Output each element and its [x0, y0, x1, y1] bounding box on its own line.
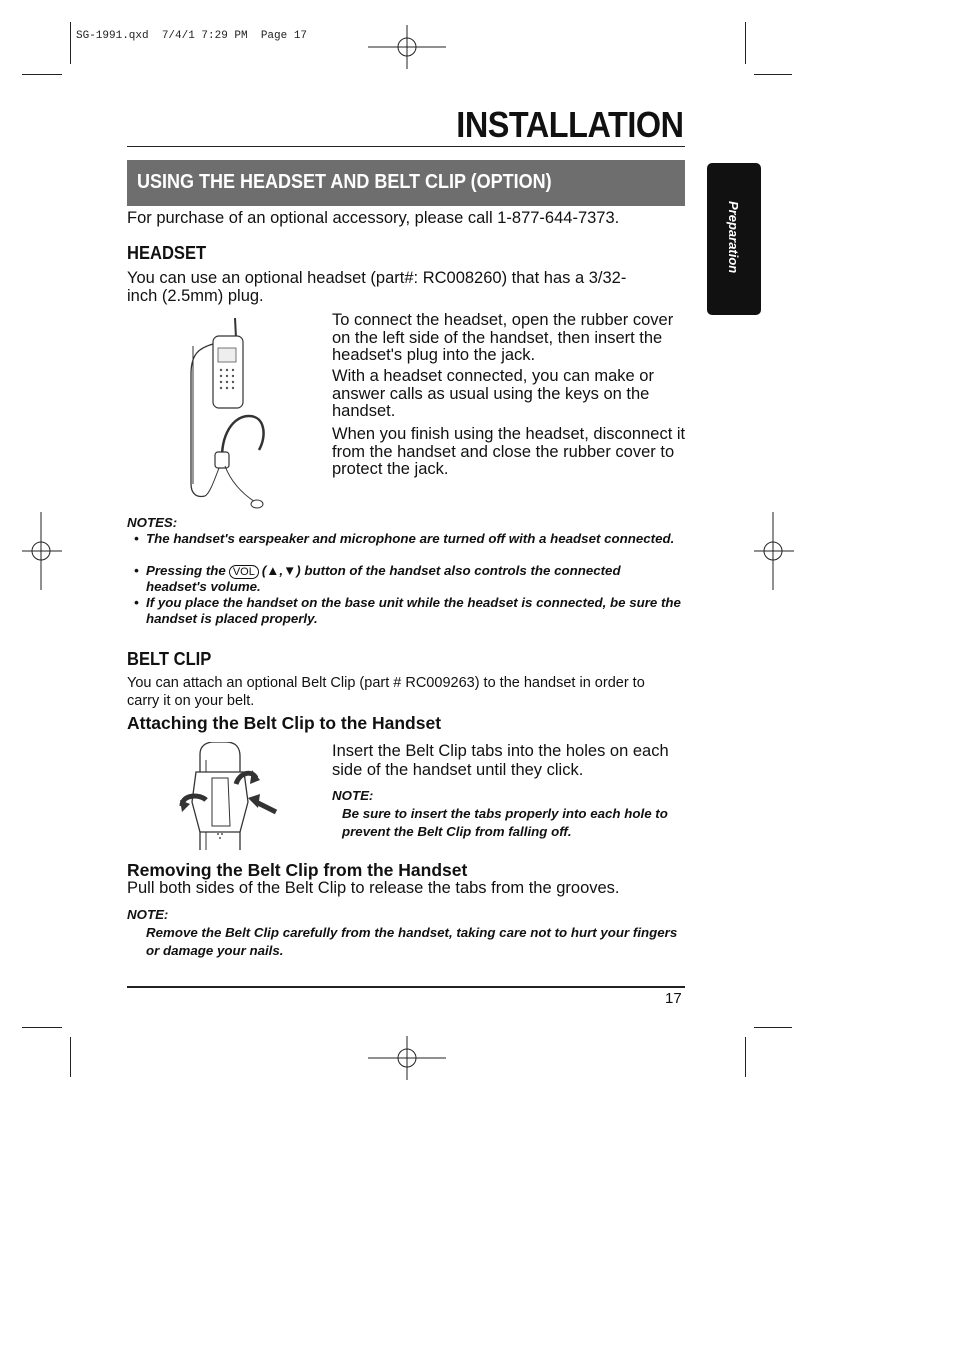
headset-paragraph-3: When you finish using the headset, disconnect it from the handset and close the rubber cover to protect the jack. — [332, 425, 686, 478]
note-item — [134, 563, 684, 595]
note-text-pre: Pressing the — [146, 563, 226, 578]
bullet: • — [134, 563, 139, 578]
page-title: INSTALLATION — [456, 104, 684, 145]
headset-intro-line2: inch (2.5mm) plug. — [127, 287, 264, 305]
intro-text: For purchase of an optional accessory, please call 1-877-644-7373. — [127, 209, 620, 227]
registration-mark-bottom — [368, 1036, 446, 1080]
note-item — [134, 531, 684, 547]
crop-mark — [22, 74, 62, 75]
crop-mark — [70, 1037, 71, 1077]
bullet: • — [134, 531, 139, 546]
page-number: 17 — [665, 990, 682, 1007]
attach-note: Be sure to insert the tabs properly into each hole to prevent the Belt Clip from falling off. — [342, 806, 668, 839]
crop-mark — [745, 1037, 746, 1077]
crop-mark — [22, 1027, 62, 1028]
section-banner-label: USING THE HEADSET AND BELT CLIP (OPTION) — [137, 171, 552, 193]
crop-mark — [754, 74, 792, 75]
file-header: SG-1991.qxd 7/4/1 7:29 PM Page 17 — [76, 30, 308, 42]
attach-note-label: NOTE: — [332, 788, 374, 803]
headset-intro-line1: You can use an optional headset (part#: RC008260) that has a 3/32- — [127, 269, 627, 287]
belt-clip-illustration — [178, 742, 282, 850]
note-text: The handset's earspeaker and microphone are turned off with a headset connected. — [146, 531, 675, 546]
side-tab-preparation[interactable] — [707, 163, 761, 315]
headset-illustration — [183, 314, 273, 510]
footer-rule — [127, 986, 685, 988]
remove-note-label: NOTE: — [127, 907, 169, 922]
belt-clip-intro: You can attach an optional Belt Clip (part # RC009263) to the handset in order to carry it on your belt. — [127, 675, 645, 709]
remove-note: Remove the Belt Clip carefully from the handset, taking care not to hurt your fingers or damage your nails. — [146, 925, 678, 958]
headset-paragraph-1: To connect the headset, open the rubber cover on the left side of the handset, then insert the headset's plug into the jack. — [332, 311, 674, 364]
headset-paragraph-2: With a headset connected, you can make or answer calls as usual using the keys on the handset. — [332, 367, 654, 420]
registration-mark-top — [368, 25, 446, 69]
vol-key: VOL — [229, 565, 259, 579]
note-text: If you place the handset on the base unit while the headset is connected, be sure the handset is placed properly. — [146, 595, 681, 626]
crop-mark — [745, 22, 746, 64]
title-rule — [127, 146, 685, 147]
note-text-post: (▲,▼) button of the handset also controls the connected headset's volume. — [146, 563, 621, 594]
headset-heading: HEADSET — [127, 243, 207, 263]
crop-mark — [754, 1027, 792, 1028]
remove-heading: Removing the Belt Clip from the Handset — [127, 860, 468, 880]
belt-clip-heading: BELT CLIP — [127, 649, 212, 669]
remove-text: Pull both sides of the Belt Clip to release the tabs from the grooves. — [127, 879, 620, 897]
attach-text: Insert the Belt Clip tabs into the holes on each side of the handset until they click. — [332, 742, 669, 779]
registration-mark-left — [22, 512, 62, 590]
registration-mark-right — [754, 512, 794, 590]
note-text — [146, 563, 684, 595]
section-banner — [127, 160, 685, 206]
attach-heading: Attaching the Belt Clip to the Handset — [127, 713, 442, 733]
crop-mark — [70, 22, 71, 64]
note-item — [134, 595, 684, 627]
bullet: • — [134, 595, 139, 610]
side-tab-label: Preparation — [726, 201, 741, 274]
notes-label: NOTES: — [127, 515, 178, 530]
